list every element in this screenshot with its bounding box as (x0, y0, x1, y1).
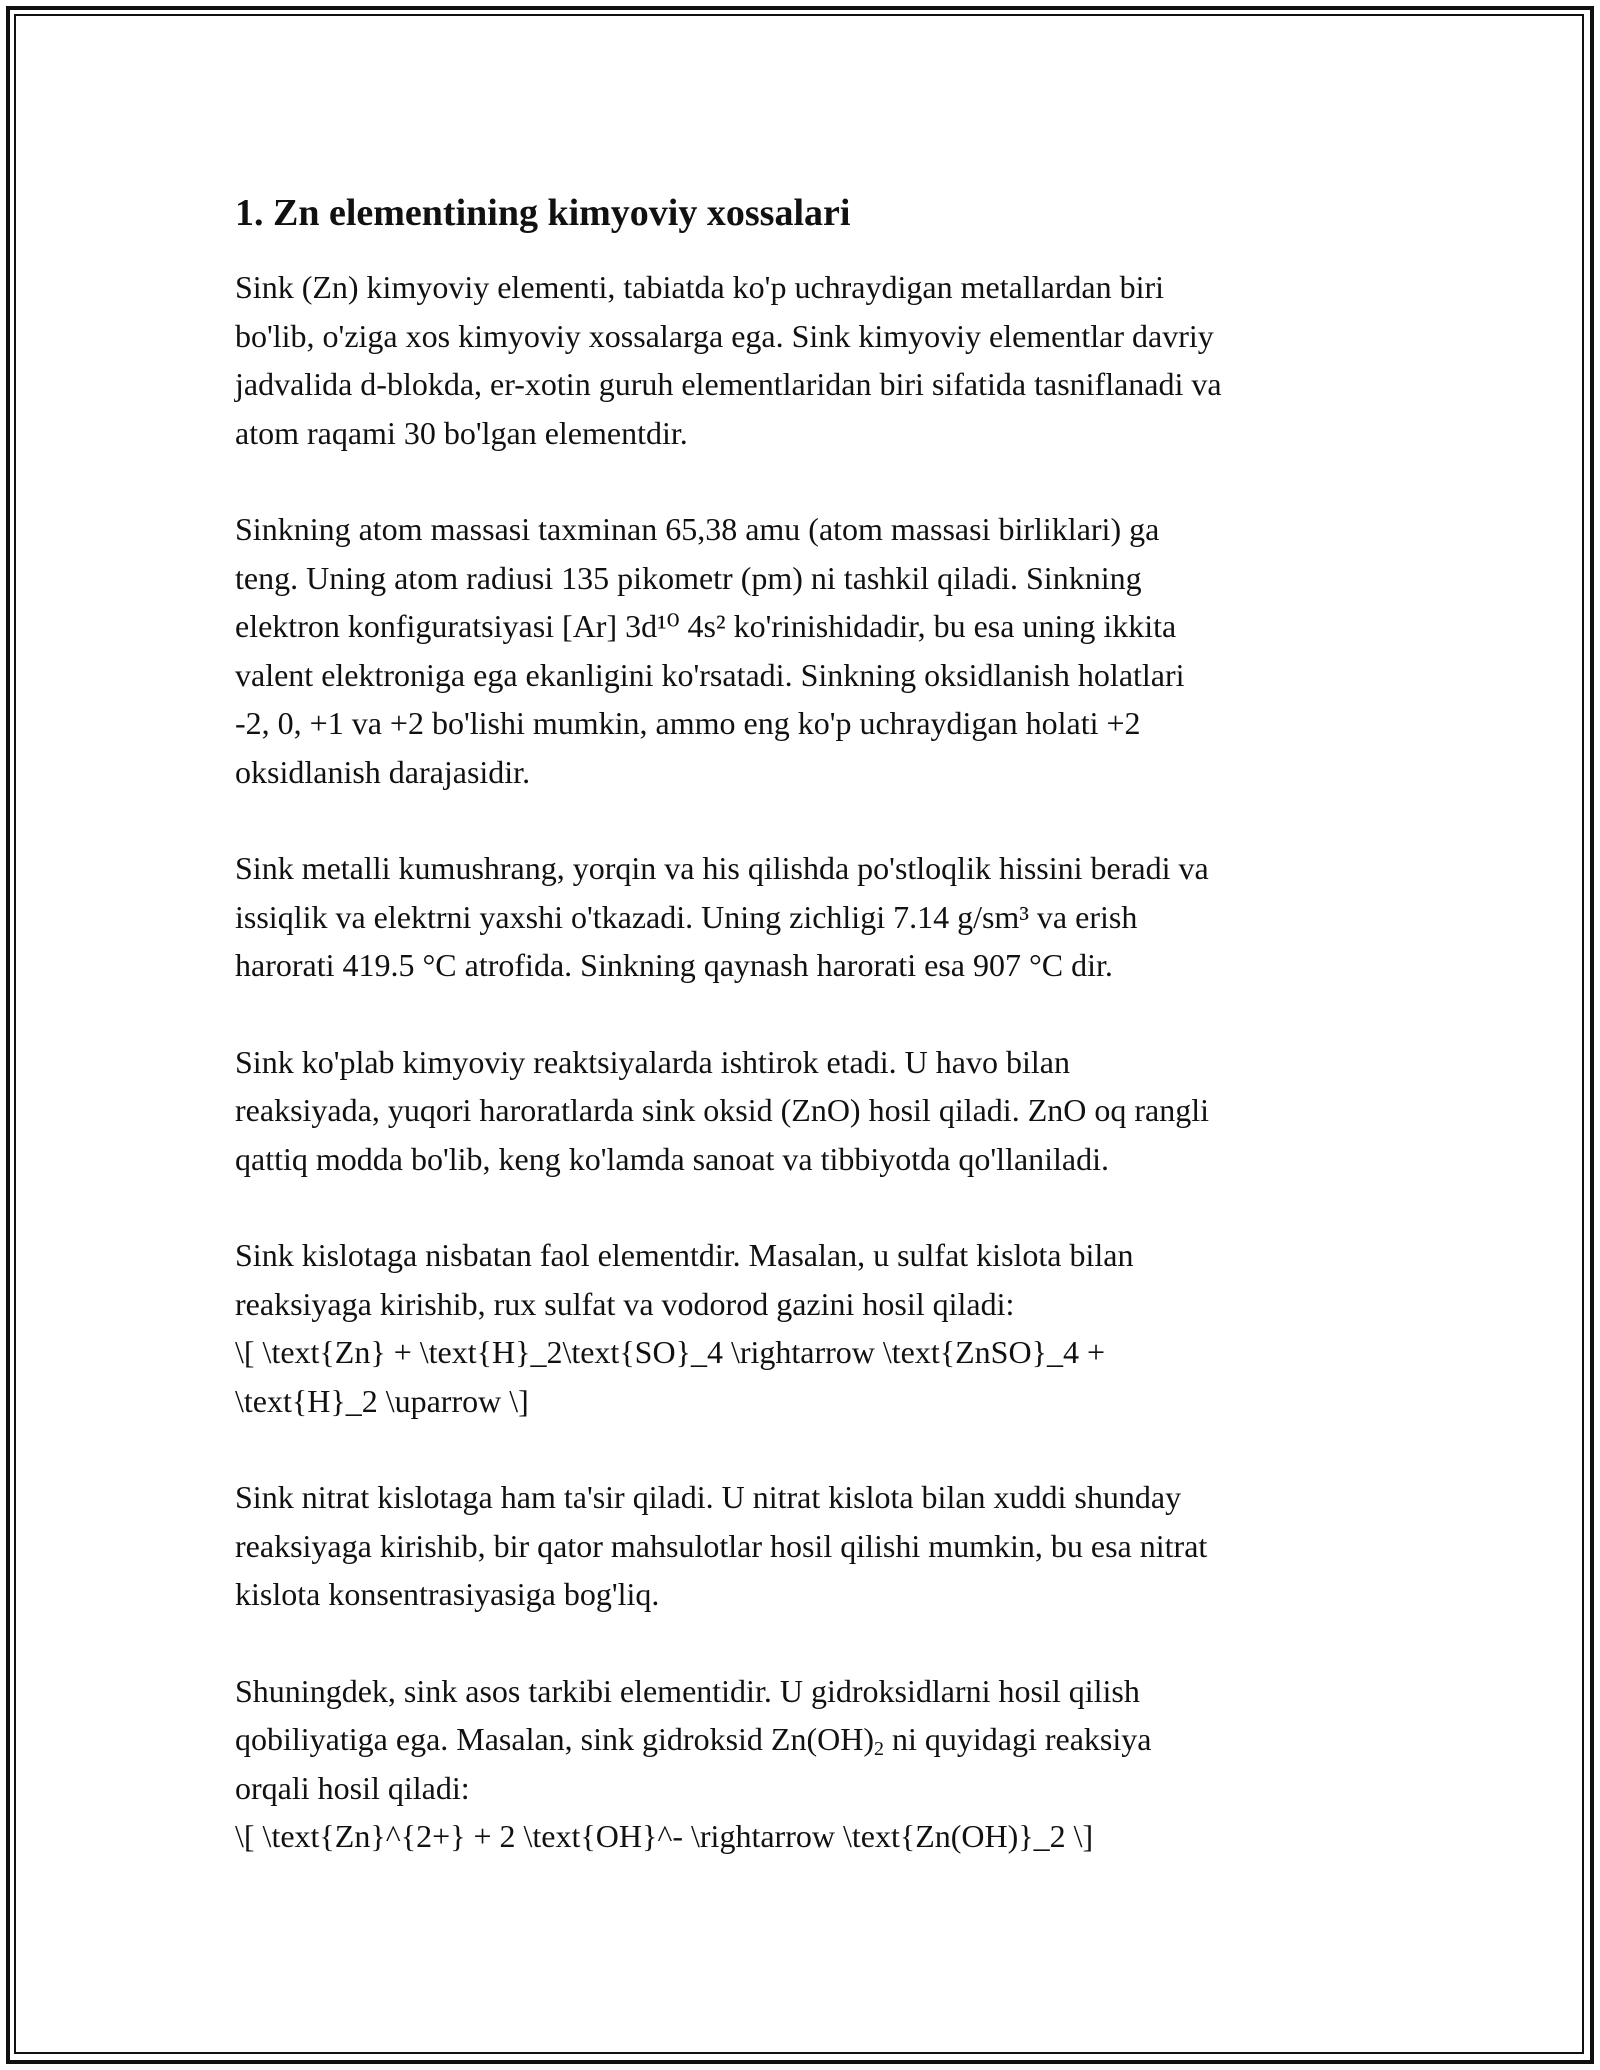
text-line: teng. Uning atom radiusi 135 pikometr (pm) ni tashkil qiladi. Sinkning (235, 559, 1142, 596)
text-line: Sink nitrat kislotaga ham ta'sir qiladi. U nitrat kislota bilan xuddi shunday (235, 1479, 1182, 1515)
equation-line: \[ \text{Zn} + \text{H}_2\text{SO}_4 \rightarrow \text{ZnSO}_4 + (235, 1334, 1105, 1370)
text-line: kislota konsentrasiyasiga bog'liq. (235, 1576, 660, 1612)
text-line: elektron konfiguratsiyasi [Ar] 3d¹⁰ 4s² ko'rinishidadir, bu esa uning ikkita (235, 608, 1177, 644)
paragraph-physical-properties (235, 844, 1375, 990)
subscript: 2 (873, 1738, 884, 1760)
paragraph-atomic-properties (235, 505, 1375, 796)
text-line: valent elektroniga ega ekanligini ko'rsatadi. Sinkning oksidlanish holatlari (235, 656, 1185, 693)
equation-line: \text{H}_2 \uparrow \] (235, 1382, 529, 1419)
text-line: orqali hosil qiladi: (235, 1769, 470, 1806)
text-line: Sink kislotaga nisbatan faol elementdir. Masalan, u sulfat kislota bilan (235, 1237, 1134, 1273)
paragraph-acid-reaction (235, 1231, 1375, 1425)
text-line: Sink ko'plab kimyoviy reaktsiyalarda ishtirok etadi. U havo bilan (235, 1043, 1070, 1080)
text-line: reaksiyada, yuqori haroratlarda sink oksid (ZnO) hosil qiladi. ZnO oq rangli (235, 1092, 1209, 1128)
text-line: issiqlik va elektrni yaxshi o'tkazadi. Uning zichligi 7.14 g/sm³ va erish (235, 898, 1138, 935)
text-line: bo'lib, o'ziga xos kimyoviy xossalarga ega. Sink kimyoviy elementlar davriy (235, 317, 1214, 354)
document-body (235, 185, 1375, 1909)
document-title: 1. Zn elementining kimyoviy xossalari (235, 192, 851, 234)
text-line: reaksiyaga kirishib, rux sulfat va vodorod gazini hosil qiladi: (235, 1285, 1015, 1322)
text-line: jadvalida d-blokda, er-xotin guruh elementlaridan biri sifatida tasniflanadi va (235, 366, 1222, 402)
equation-line: \[ \text{Zn}^{2+} + 2 \text{OH}^- \rightarrow \text{Zn(OH)}_2 \] (235, 1818, 1094, 1854)
text-line: oksidlanish darajasidir. (235, 753, 531, 790)
paragraph-oxidation (235, 1038, 1375, 1184)
text-line: atom raqami 30 bo'lgan elementdir. (235, 414, 688, 451)
text-line: Sinkning atom massasi taxminan 65,38 amu (atom massasi birliklari) ga (235, 511, 1160, 547)
text-line: harorati 419.5 °C atrofida. Sinkning qaynash harorati esa 907 °C dir. (235, 947, 1113, 983)
text-line: -2, 0, +1 va +2 bo'lishi mumkin, ammo eng ko'p uchraydigan holati +2 (235, 705, 1141, 741)
paragraph-nitric-acid (235, 1473, 1375, 1619)
text-segment: qobiliyatiga ega. Masalan, sink gidroksid Zn(OH) (235, 1721, 874, 1757)
paragraph-hydroxide (235, 1667, 1375, 1861)
text-line (235, 1715, 1375, 1764)
paragraph-intro (235, 263, 1375, 457)
text-segment: ni quyidagi reaksiya (883, 1721, 1152, 1757)
text-line: qattiq modda bo'lib, keng ko'lamda sanoat va tibbiyotda qo'llaniladi. (235, 1140, 1110, 1177)
text-line: Sink metalli kumushrang, yorqin va his qilishda po'stloqlik hissini beradi va (235, 850, 1209, 886)
text-line: reaksiyaga kirishib, bir qator mahsulotlar hosil qilishi mumkin, bu esa nitrat (235, 1527, 1208, 1564)
text-line: Sink (Zn) kimyoviy elementi, tabiatda ko'p uchraydigan metallardan biri (235, 269, 1165, 305)
text-line: Shuningdek, sink asos tarkibi elementidir. U gidroksidlarni hosil qilish (235, 1672, 1140, 1709)
